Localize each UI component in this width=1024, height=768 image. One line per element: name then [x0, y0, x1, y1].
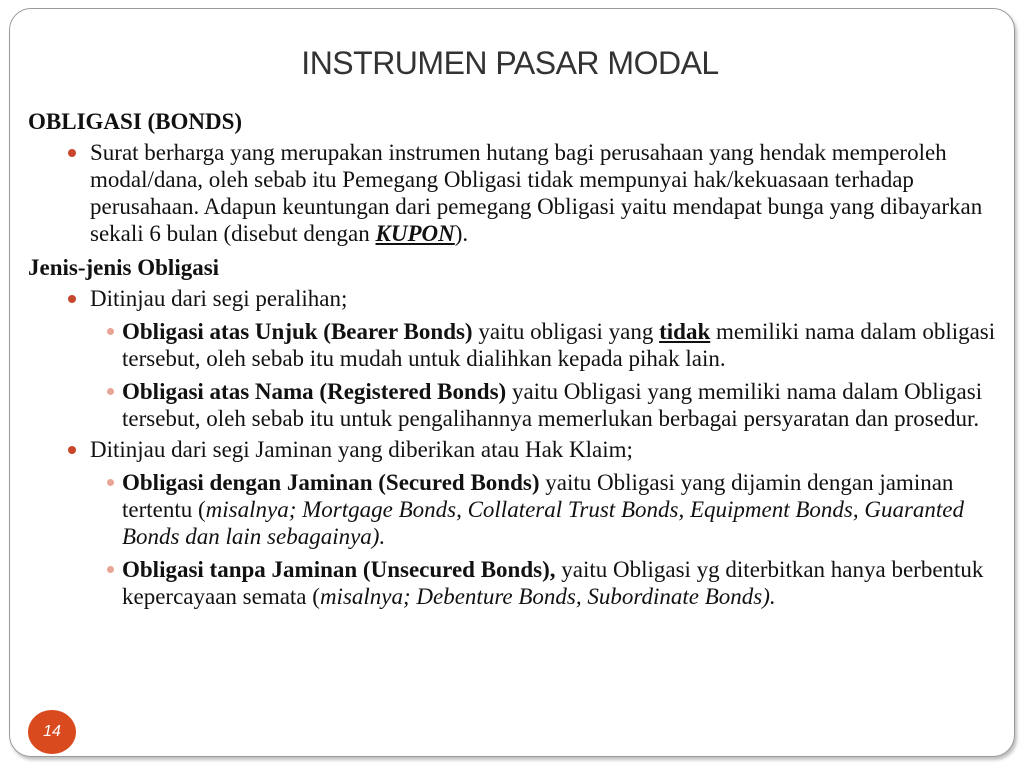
- jenis-list: [28, 285, 1003, 610]
- definition-text: Surat berharga yang merupakan instrumen hutang bagi perusahaan yang hendak memperoleh modal/dana, oleh sebab itu Pemegang Obligasi tidak mempunyai hak/kekuasaan terhadap perusahaan. Adapun keuntungan dari pemegang Obligasi yaitu mendapat bunga yang dibayarkan sekali 6 bulan (disebut dengan: [90, 140, 983, 246]
- tidak-emphasis: tidak: [659, 319, 711, 344]
- peralihan-bullet: [28, 285, 1003, 312]
- kupon-term: KUPON: [375, 221, 455, 246]
- obligasi-list: [28, 139, 1003, 247]
- unsecured-bonds-term: Obligasi tanpa Jaminan (Unsecured Bonds),: [122, 557, 556, 582]
- page-number-badge: [28, 710, 76, 754]
- section-heading-obligasi: OBLIGASI (BONDS): [28, 109, 243, 134]
- registered-bonds-item: [28, 378, 1003, 432]
- secured-bonds-term: Obligasi dengan Jaminan (Secured Bonds): [122, 470, 540, 495]
- bearer-bonds-text-a: yaitu obligasi yang: [472, 319, 660, 344]
- section-heading-jenis: Jenis-jenis Obligasi: [28, 255, 220, 280]
- bearer-bonds-term: Obligasi atas Unjuk (Bearer Bonds): [122, 319, 473, 344]
- obligasi-definition-bullet: [28, 139, 1003, 247]
- jaminan-label: Ditinjau dari segi Jaminan yang diberikan atau Hak Klaim;: [90, 437, 633, 462]
- registered-bonds-term: Obligasi atas Nama (Registered Bonds): [122, 379, 507, 404]
- definition-suffix: ).: [454, 221, 469, 246]
- bearer-bonds-item: [28, 318, 1003, 372]
- slide-title: INSTRUMEN PASAR MODAL: [301, 45, 719, 81]
- jaminan-bullet: [28, 436, 1003, 463]
- unsecured-bonds-examples: misalnya; Debenture Bonds, Subordinate Bonds).: [319, 584, 776, 609]
- bearer-bonds-text-b: memiliki nama dalam obligasi tersebut, oleh sebab itu mudah untuk dialihkan kepada pihak lain.: [122, 319, 996, 371]
- slide-frame: [9, 8, 1015, 757]
- secured-bonds-item: [28, 469, 1003, 550]
- secured-bonds-text: yaitu Obligasi yang dijamin dengan jaminan tertentu (: [122, 470, 954, 522]
- registered-bonds-text: yaitu Obligasi yang memiliki nama dalam Obligasi tersebut, oleh sebab itu untuk pengalihannya memerlukan berbagai persyaratan dan prosedur.: [122, 379, 983, 431]
- unsecured-bonds-item: [28, 556, 1003, 610]
- peralihan-label: Ditinjau dari segi peralihan;: [90, 286, 348, 311]
- slide-content: [28, 108, 1003, 610]
- unsecured-bonds-text: yaitu Obligasi yg diterbitkan hanya berbentuk kepercayaan semata (: [122, 557, 984, 609]
- page-number: 14: [43, 723, 61, 740]
- secured-bonds-examples: misalnya; Mortgage Bonds, Collateral Trust Bonds, Equipment Bonds, Guaranted Bonds dan lain sebagainya).: [122, 497, 965, 549]
